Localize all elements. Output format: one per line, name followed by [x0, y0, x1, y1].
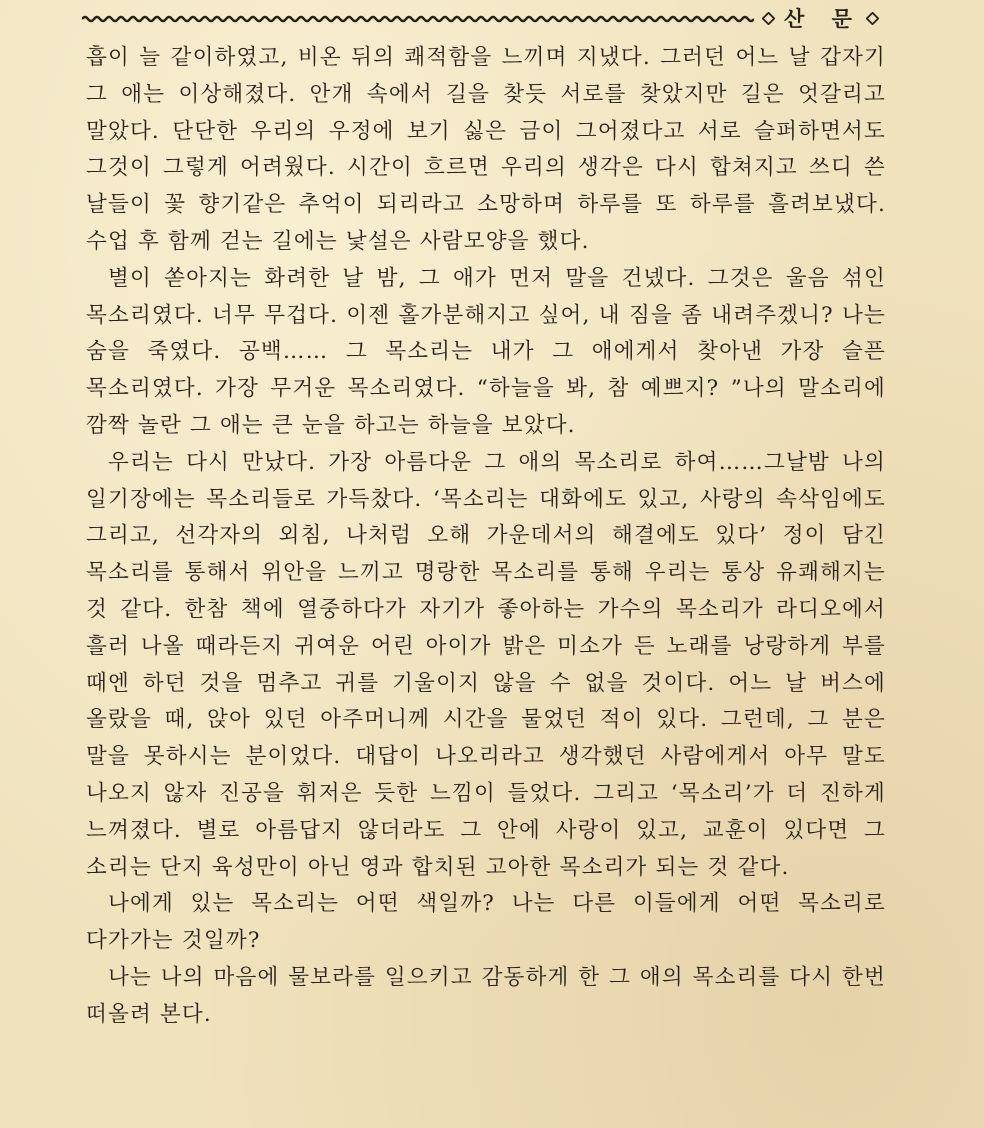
essay-body: [86, 40, 886, 1034]
paragraph: 흡이 늘 같이하였고, 비온 뒤의 쾌적함을 느끼며 지냈다. 그러던 어느 날 갑자기 그 애는 이상해졌다. 안개 속에서 길을 찾듯 서로를 찾았지만 길은 엇갈리고 말았다. 단단한 우리의 우정에 보기 싫은 금이 그어졌다고 서로 슬퍼하면서도 그것이 그렇게 어려웠다. 시간이 흐르면 우리의 생각은 다시 합쳐지고 쓰디 쓴 날들이 꽃 향기같은 추억이 되리라고 소망하며 하루를 또 하루를 흘려보냈다. 수업 후 함께 걷는 길에는 낯설은 사람모양을 했다.: [86, 45, 886, 254]
paragraph: 별이 쏟아지는 화려한 날 밤, 그 애가 먼저 말을 건넸다. 그것은 울음 섞인 목소리였다. 너무 무겁다. 이젠 홀가분해지고 싶어, 내 짐을 좀 내려주겠니? 나는 숨을 죽였다. 공백…… 그 목소리는 내가 그 애에게서 찾아낸 가장 슬픈 목소리였다. 가장 무거운 목소리였다. “하늘을 봐, 참 예쁘지? ”나의 말소리에 깜짝 놀란 그 애는 큰 눈을 하고는 하늘을 보았다.: [86, 265, 886, 438]
diamond-ornament-icon: [762, 12, 775, 25]
wave-ornament: [82, 12, 754, 26]
paragraph: 나는 나의 마음에 물보라를 일으키고 감동하게 한 그 애의 목소리를 다시 한번 떠올려 본다.: [86, 964, 886, 1027]
paragraph: 우리는 다시 만났다. 가장 아름다운 그 애의 목소리로 하여……그날밤 나의 일기장에는 목소리들로 가득찼다. ‘목소리는 대화에도 있고, 사랑의 속삭임에도 그리고, 선각자의 외침, 나처럼 오해 가운데서의 해결에도 있다’ 정이 담긴 목소리를 통해서 위안을 느끼고 명랑한 목소리를 통해 우리는 통상 유쾌해지는 것 같다. 한참 책에 열중하다가 자기가 좋아하는 가수의 목소리가 라디오에서 흘러 나올 때라든지 귀여운 어린 아이가 밝은 미소가 든 노래를 낭랑하게 부를 때엔 하던 것을 멈추고 귀를 기울이지 않을 수 없을 것이다. 어느 날 버스에 올랐을 때, 앉아 있던 아주머니께 시간을 물었던 적이 있다. 그런데, 그 분은 말을 못하시는 분이었다. 대답이 나오리라고 생각했던 사람에게서 아무 말도 나오지 않자 진공을 휘저은 듯한 느낌이 들었다. 그리고 ‘목소리’가 더 진하게 느껴졌다. 별로 아름답지 않더라도 그 안에 사랑이 있고, 교훈이 있다면 그 소리는 단지 육성만이 아닌 영과 합치된 고아한 목소리가 되는 것 같다.: [86, 449, 886, 880]
paragraph: 나에게 있는 목소리는 어떤 색일까? 나는 다른 이들에게 어떤 목소리로 다가가는 것일까?: [86, 891, 886, 954]
diamond-ornament-icon: [866, 12, 879, 25]
section-title: 산 문: [784, 6, 862, 31]
page-header: [0, 6, 984, 32]
